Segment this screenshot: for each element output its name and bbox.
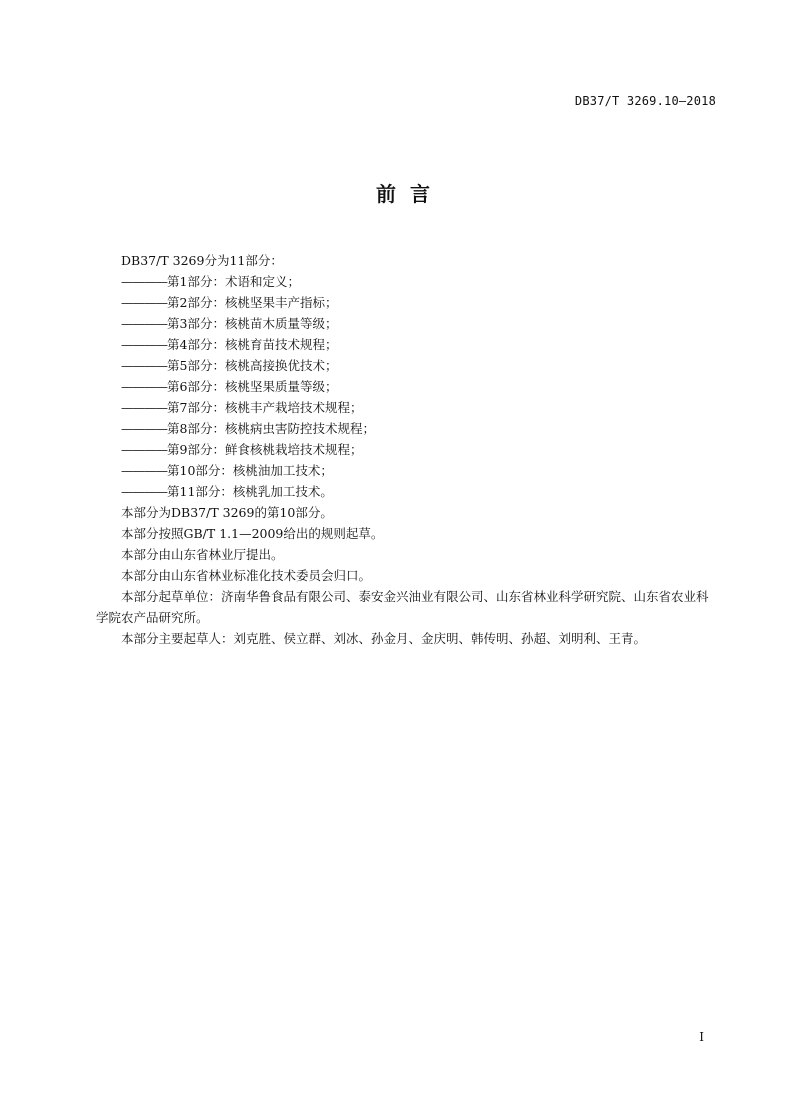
managed-by-paragraph: 本部分由山东省林业标准化技术委员会归口。 (121, 568, 372, 583)
document-code: DB37/T 3269.10—2018 (574, 94, 716, 108)
list-item (96, 292, 718, 313)
page-title: 前言 (376, 182, 444, 206)
parts-intro: DB37/T 3269分为11部分： (121, 253, 283, 268)
list-item-text: 第3部分：核桃苗木质量等级； (167, 316, 338, 331)
list-dash: ———— (121, 442, 167, 457)
list-item (96, 313, 718, 334)
list-item-text: 第7部分：核桃丰产栽培技术规程； (167, 400, 363, 415)
drafting-rules-paragraph: 本部分按照GB/T 1.1—2009给出的规则起草。 (121, 526, 384, 541)
list-item-text: 第10部分：核桃油加工技术； (167, 463, 333, 478)
list-dash: ———— (121, 400, 167, 415)
list-item (96, 271, 718, 292)
list-item (96, 439, 718, 460)
list-dash: ———— (121, 316, 167, 331)
list-item-text: 第4部分：核桃育苗技术规程； (167, 337, 338, 352)
proposed-by-paragraph: 本部分由山东省林业厅提出。 (121, 547, 284, 562)
list-dash: ———— (121, 379, 167, 394)
list-dash: ———— (121, 358, 167, 373)
list-item-text: 第9部分：鲜食核桃栽培技术规程； (167, 442, 363, 457)
list-item-text: 第5部分：核桃高接换优技术； (167, 358, 338, 373)
drafting-units-paragraph: 本部分起草单位：济南华鲁食品有限公司、泰安金兴油业有限公司、山东省林业科学研究院、山东省农业科学院农产品研究所。 (96, 589, 709, 625)
list-item (96, 460, 718, 481)
this-part-paragraph: 本部分为DB37/T 3269的第10部分。 (121, 505, 333, 520)
list-item (96, 397, 718, 418)
list-item (96, 334, 718, 355)
list-dash: ———— (121, 295, 167, 310)
list-item (96, 481, 718, 502)
list-dash: ———— (121, 421, 167, 436)
list-dash: ———— (121, 337, 167, 352)
page-number: I (699, 1030, 704, 1044)
list-dash: ———— (121, 463, 167, 478)
list-item (96, 418, 718, 439)
list-item-text: 第2部分：核桃坚果丰产指标； (167, 295, 338, 310)
foreword-body (96, 250, 718, 649)
drafters-paragraph: 本部分主要起草人：刘克胜、侯立群、刘冰、孙金月、金庆明、韩传明、孙超、刘明利、王青。 (121, 631, 647, 646)
list-item-text: 第6部分：核桃坚果质量等级； (167, 379, 338, 394)
list-item-text: 第1部分：术语和定义； (167, 274, 300, 289)
list-dash: ———— (121, 274, 167, 289)
list-item-text: 第11部分：核桃乳加工技术。 (167, 484, 333, 499)
parts-list (96, 271, 718, 502)
list-dash: ———— (121, 484, 167, 499)
list-item-text: 第8部分：核桃病虫害防控技术规程； (167, 421, 375, 436)
list-item (96, 376, 718, 397)
list-item (96, 355, 718, 376)
